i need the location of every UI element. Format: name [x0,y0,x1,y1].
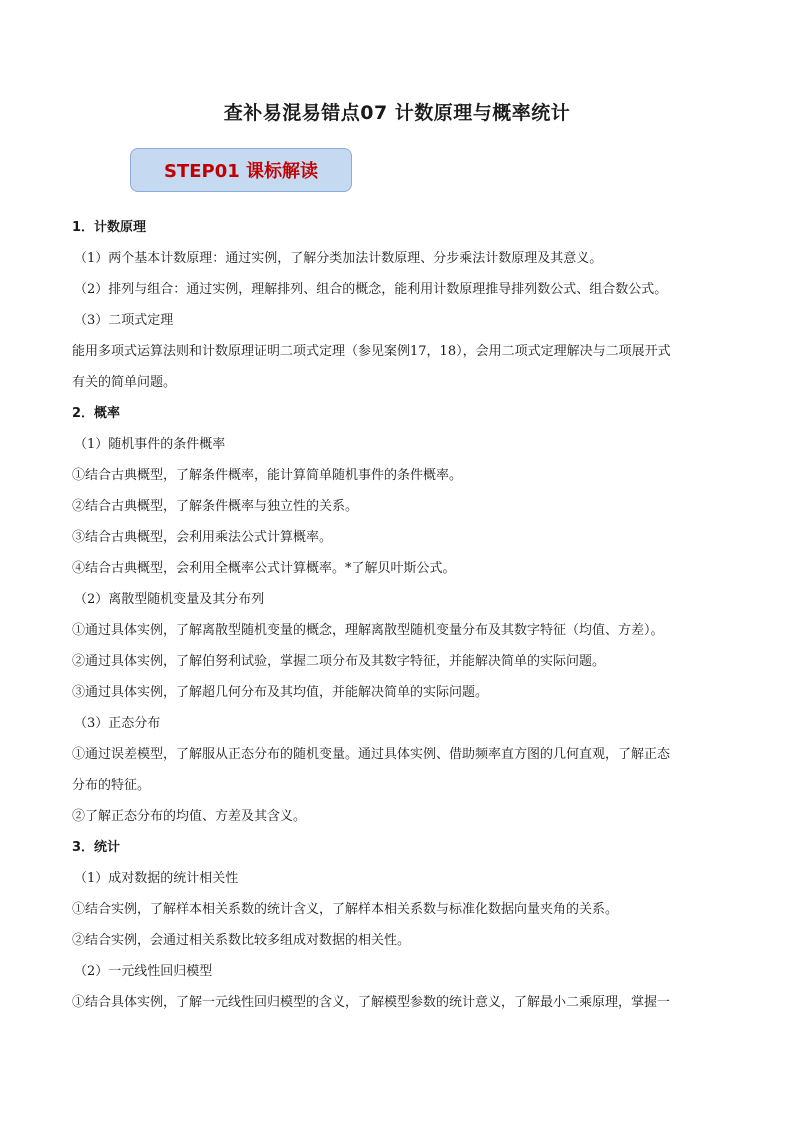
subsection-heading: （1）成对数据的统计相关性 [74,871,239,886]
paragraph-line: 有关的简单问题。 [72,375,177,390]
paragraph-line: ②结合实例，会通过相关系数比较多组成对数据的相关性。 [72,933,411,948]
paragraph-line: ③通过具体实例，了解超几何分布及其均值，并能解决简单的实际问题。 [72,685,489,700]
document-title: 查补易混易错点07 计数原理与概率统计 [223,102,571,124]
paragraph-line: ①通过具体实例，了解离散型随机变量的概念，理解离散型随机变量分布及其数字特征（均值、方差）。 [72,623,664,638]
paragraph-line: ②通过具体实例，了解伯努利试验，掌握二项分布及其数字特征，并能解决简单的实际问题。 [72,654,606,669]
document-body [72,212,732,1018]
section-heading: 2．概率 [72,406,121,421]
subsection-heading: （1）两个基本计数原理：通过实例，了解分类加法计数原理、分步乘法计数原理及其意义。 [74,251,603,266]
paragraph-line: ①通过误差模型，了解服从正态分布的随机变量。通过具体实例、借助频率直方图的几何直观，了解正态 [72,747,671,762]
subsection-heading: （2）离散型随机变量及其分布列 [74,592,265,607]
paragraph-line: 分布的特征。 [72,778,151,793]
subsection-heading: （3）二项式定理 [74,313,174,328]
paragraph-line: ①结合古典概型，了解条件概率，能计算简单随机事件的条件概率。 [72,468,463,483]
paragraph-line: 能用多项式运算法则和计数原理证明二项式定理（参见案例17，18），会用二项式定理解决与二项展开式 [72,344,671,359]
paragraph-line: ②了解正态分布的均值、方差及其含义。 [72,809,307,824]
subsection-heading: （3）正态分布 [74,716,161,731]
paragraph-line: ①结合实例，了解样本相关系数的统计含义，了解样本相关系数与标准化数据向量夹角的关系。 [72,902,619,917]
paragraph-line: ②结合古典概型，了解条件概率与独立性的关系。 [72,499,359,514]
section-heading: 3．统计 [72,840,121,855]
section-heading: 1．计数原理 [72,220,147,235]
step-label: STEP01 课标解读 [163,161,319,182]
paragraph-line: ④结合古典概型，会利用全概率公式计算概率。*了解贝叶斯公式。 [72,561,456,576]
paragraph-line: ①结合具体实例，了解一元线性回归模型的含义，了解模型参数的统计意义，了解最小二乘原理，掌握一 [72,995,671,1010]
subsection-heading: （2）排列与组合：通过实例，理解排列、组合的概念，能利用计数原理推导排列数公式、组合数公式。 [74,282,668,297]
step-label-box [130,148,352,192]
subsection-heading: （2）一元线性回归模型 [74,964,213,979]
paragraph-line: ③结合古典概型，会利用乘法公式计算概率。 [72,530,333,545]
subsection-heading: （1）随机事件的条件概率 [74,437,226,452]
